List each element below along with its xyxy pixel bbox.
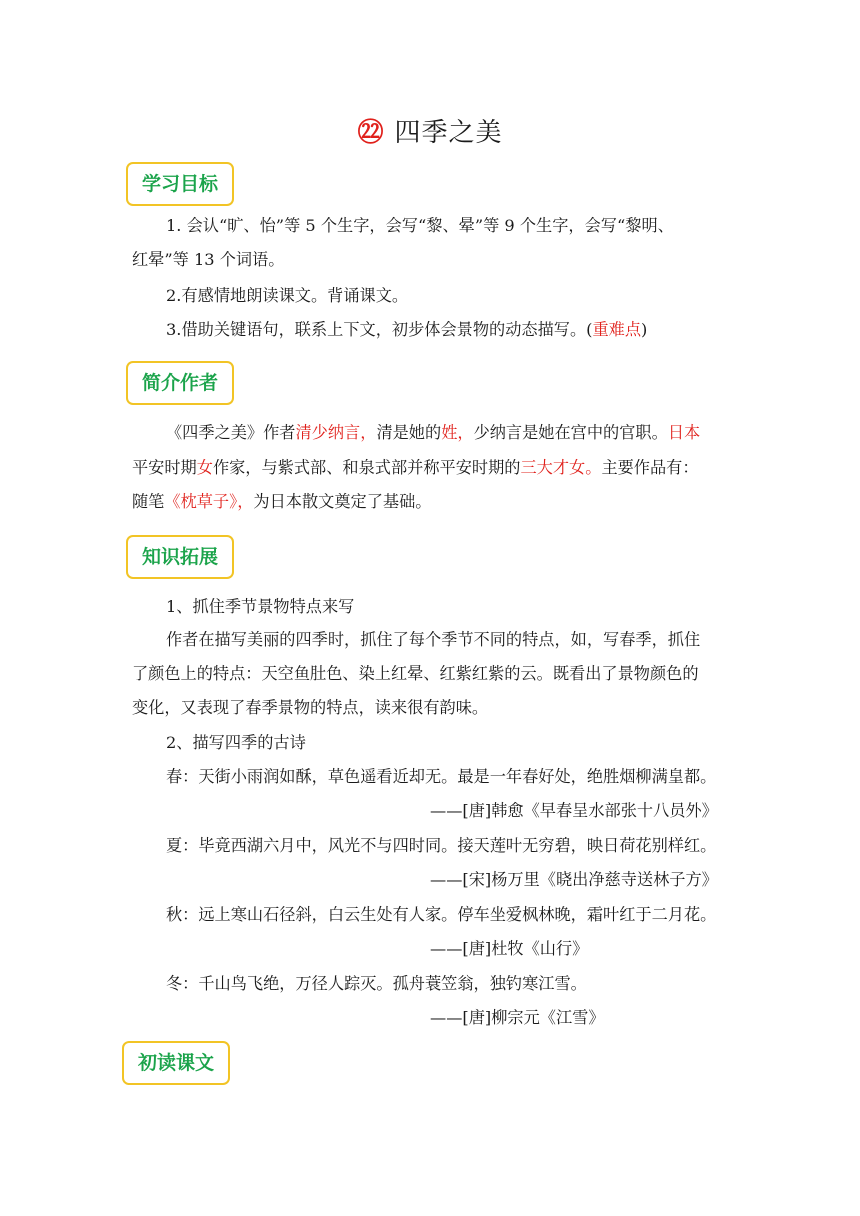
author-highlight: 姓， bbox=[441, 423, 474, 442]
author-highlight: 清少纳言， bbox=[295, 423, 377, 442]
author-text: 少纳言是她在宫中的官职。 bbox=[473, 423, 668, 442]
poem-winter: 冬：千山鸟飞绝，万径人踪灭。孤舟蓑笠翁，独钓寒江雪。 bbox=[166, 974, 587, 993]
knowledge-para-line-1: 作者在描写美丽的四季时，抓住了每个季节不同的特点，如，写春季，抓住 bbox=[166, 630, 701, 649]
poem-summer: 夏：毕竟西湖六月中，风光不与四时同。接天莲叶无穷碧，映日荷花别样红。 bbox=[166, 836, 717, 855]
goal-paren: ) bbox=[641, 320, 648, 339]
poem-spring: 春：天街小雨润如酥，草色遥看近却无。最是一年春好处，绝胜烟柳满皇都。 bbox=[166, 767, 717, 786]
lesson-title: 四季之美 bbox=[394, 118, 503, 148]
knowledge-para-line-2: 了颜色上的特点：天空鱼肚色、染上红晕、红紫红紫的云。既看出了景物颜色的 bbox=[132, 664, 699, 683]
goal-line-1: 1. 会认“旷、怡”等 5 个生字，会写“黎、晕”等 9 个生字，会写“黎明、 bbox=[166, 216, 674, 235]
author-text: 《四季之美》作者 bbox=[166, 423, 296, 442]
knowledge-subheading-1: 1、抓住季节景物特点来写 bbox=[166, 597, 355, 616]
author-highlight: 女 bbox=[196, 458, 213, 477]
author-line-2 bbox=[132, 456, 699, 480]
author-highlight: 三大才女。 bbox=[520, 458, 602, 477]
poem-spring-source: ——[唐]韩愈《早春呈水部张十八员外》 bbox=[430, 801, 718, 820]
goal-line-3: 2.有感情地朗读课文。背诵课文。 bbox=[166, 286, 409, 305]
section-heading-reading: 初读课文 bbox=[122, 1041, 230, 1085]
author-line-1 bbox=[166, 421, 700, 445]
key-point-tag: 重难点 bbox=[592, 320, 642, 339]
poem-autumn-source: ——[唐]杜牧《山行》 bbox=[430, 939, 589, 958]
goal-line-4 bbox=[166, 318, 647, 342]
knowledge-subheading-2: 2、描写四季的古诗 bbox=[166, 733, 306, 752]
lesson-number: ㉒ bbox=[357, 118, 385, 148]
author-text: 主要作品有： bbox=[601, 458, 699, 477]
section-heading-goals: 学习目标 bbox=[126, 162, 234, 206]
author-text: 随笔 bbox=[132, 492, 165, 511]
poem-winter-source: ——[唐]柳宗元《江雪》 bbox=[430, 1008, 605, 1027]
author-text: 为日本散文奠定了基础。 bbox=[253, 492, 432, 511]
section-heading-knowledge: 知识拓展 bbox=[126, 535, 234, 579]
author-text: 平安时期 bbox=[132, 458, 197, 477]
knowledge-para-line-3: 变化，又表现了春季景物的特点，读来很有韵味。 bbox=[132, 698, 489, 717]
author-text: 清是她的 bbox=[376, 423, 442, 442]
author-highlight: 日本 bbox=[667, 423, 701, 442]
section-heading-author: 简介作者 bbox=[126, 361, 234, 405]
poem-autumn: 秋：远上寒山石径斜，白云生处有人家。停车坐爱枫林晚，霜叶红于二月花。 bbox=[166, 905, 717, 924]
author-text: 作家，与紫式部、和泉式部并称平安时期的 bbox=[212, 458, 521, 477]
author-line-3 bbox=[132, 490, 431, 514]
page-title bbox=[0, 112, 860, 149]
goal-text: 3.借助关键语句，联系上下文，初步体会景物的动态描写。( bbox=[166, 320, 593, 339]
goal-line-2: 红晕”等 13 个词语。 bbox=[132, 250, 285, 269]
author-highlight: 《枕草子》， bbox=[164, 492, 254, 511]
poem-summer-source: ——[宋]杨万里《晓出净慈寺送林子方》 bbox=[430, 870, 718, 889]
